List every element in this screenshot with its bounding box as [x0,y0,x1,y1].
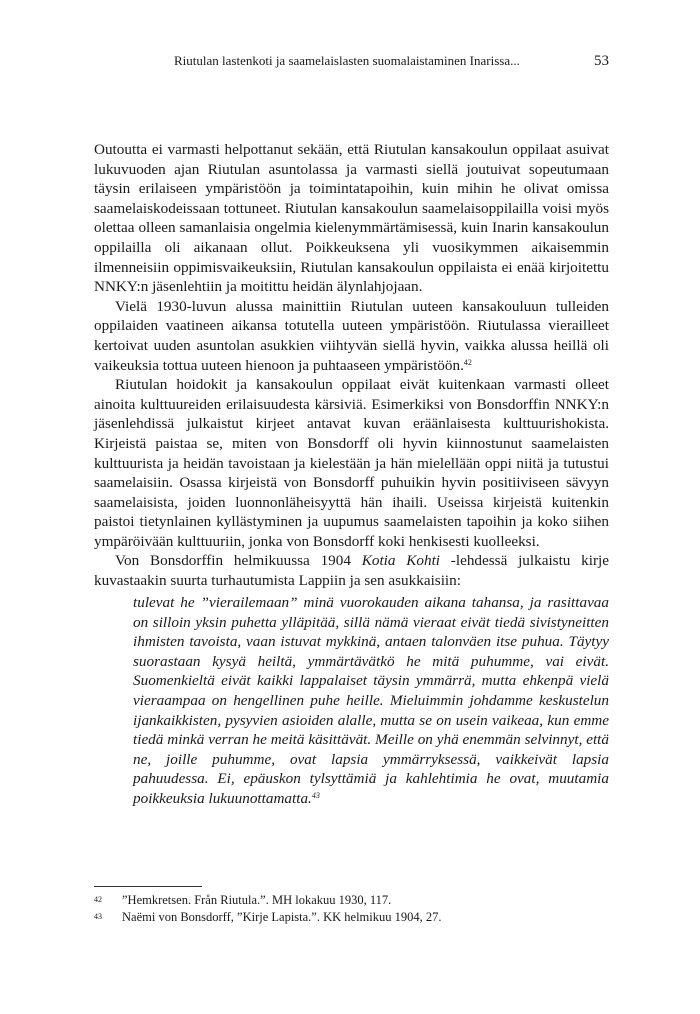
paragraph-2 [94,297,609,375]
paragraph-1 [94,140,609,297]
footnotes [94,892,609,926]
footnote-number: 42 [94,895,102,904]
quote-paragraph [133,593,609,809]
page-number: 53 [594,53,609,69]
footnote-42 [94,892,609,909]
running-title: Riutulan lastenkoti ja saamelaislasten suomalaistaminen Inarissa... [174,53,520,68]
paragraph-4 [94,551,609,590]
paragraph-text: Outoutta ei varmasti helpottanut sekään, että Riutulan kansakoulun oppilaat asuivat lukuvuoden ajan Riutulan asuntolassa ja varmasti siellä joutuivat sopeutumaan täysin erilaiseen ympäristöön ja toimintatapoihin, kuin mihin he olivat omissa saamelaiskodeissaan tottuneet. Riutulan kansakoulun saamelaisoppilailla voisi myös olettaa olleen samanlaisia ongelmia kielenymmärtämisessä, kuin Inarin kansakoulun oppilailla oli aikanaan ollut. Poikkeuksena yli vuosikymmen aikaisemmin ilmenneisiin oppimisvaikeuksiin, Riutulan kansakoulun oppilaista ei enää kirjoitettu NNKY:n jäsenlehtiin ja moitittu heidän älynlahjojaan. [94,141,609,296]
block-quote [133,593,609,809]
paragraph-text: -lehdessä julkaistu kirje kuvastaakin suurta turhautumista Lappiin ja sen asukkaisiin: [94,552,610,590]
paragraph-text: Von Bonsdorffin helmikuussa 1904 [115,552,362,570]
footnote-43 [94,909,609,926]
footnote-text: ”Hemkretsen. Från Riutula.”. MH lokakuu 1930, 117. [122,893,392,907]
footnote-number: 43 [94,912,102,921]
quote-text: tulevat he ”vierailemaan” minä vuorokauden aikana tahansa, ja rasittavaa on silloin yksin puhetta ylläpitää, sillä nämä vieraat eivät tiedä sivistyneitten ihmisten tavoista, vaan istuvat mykkinä, antaen talonväen itse puhua. Täytyy suorastaan kysyä heiltä, ymmärtävätkö he mitä puhumme, vai eivät. Suomenkieltä eivät kaikki lappalaiset täysin ymmärrä, mutta ehkenpä vielä vieraampaa on hengellinen puhe heille. Mieluimmin johdamme keskustelun ijankaikkisten, pysyvien asioiden alalle, mutta se on usein vaikeaa, kun emme tiedä minkä verran he meitä käsittävät. Meille on yhä enemmän selvinnyt, että ne, joille puhumme, ovat lapsia ymmärryksessä, vaikkeivät lapsia pahuudessa. Ei, epäuskon tylsyttämiä ja kahlehtimia he ovat, muutamia poikkeuksia lukuunottamatta. [133,594,609,807]
footnote-ref-43: 43 [311,790,320,800]
running-header [94,53,609,73]
periodical-title: Kotia Kohti [361,552,441,570]
footnote-divider [94,886,202,887]
paragraph-text: Riutulan hoidokit ja kansakoulun oppilaat eivät kuitenkaan varmasti olleet ainoita kulttuureiden erilaisuudesta kärsiviä. Esimerkiksi von Bonsdorffin NNKY:n jäsenlehdissä julkaistut kirjeet antavat kuvan eräänlaisesta kulttuurishokista. Kirjeistä paistaa se, miten von Bonsdorff oli hyvin kiinnostunut saamelaisten kulttuurista ja heidän tavoistaan ja kielestään ja hän mielellään oppi niitä ja tutustui saamelaisiin. Osassa kirjeistä von Bonsdorff puhuikin hyvin positiiviseen sävyyn saamelaisista, joiden luonnonläheisyyttä hän ihaili. Useissa kirjeistä kuitenkin paistoi tietynlainen kyllästyminen ja uupumus saamelaisten tapoihin ja koko siihen ympäröivään kulttuuriin, jonka von Bonsdorff koki henkisesti kuolleeksi. [94,376,609,550]
body-text [94,140,609,591]
paragraph-text: Vielä 1930-luvun alussa mainittiin Riutulan uuteen kansakouluun tulleiden oppilaiden vaatineen aikansa totutella uuteen ympäristöön. Riutulassa vierailleet kertoivat uuden asuntolan asukkien viihtyvän siellä hyvin, vaikka alussa heillä oli vaikeuksia tottua uuteen hienoon ja puhtaaseen ympäristöön. [94,297,609,374]
footnote-ref-42: 42 [463,357,472,367]
footnote-text: Naëmi von Bonsdorff, ”Kirje Lapista.”. KK helmikuu 1904, 27. [122,910,442,924]
paragraph-3 [94,375,609,551]
